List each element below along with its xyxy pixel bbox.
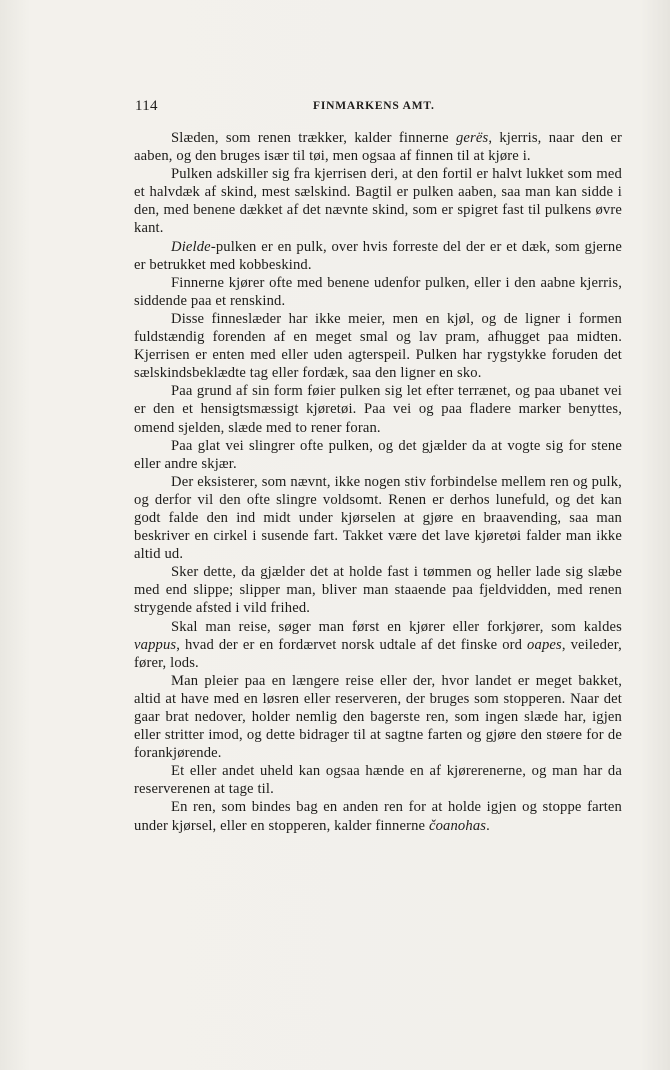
italic-term: čoanohas <box>428 817 487 834</box>
italic-term: vappus <box>134 636 177 653</box>
paragraph <box>134 473 622 563</box>
text-run: . <box>486 817 490 834</box>
running-title: FINMARKENS AMT. <box>313 100 435 112</box>
text-run: , veileder, fører, lods. <box>134 636 622 671</box>
text-run: Paa glat vei slingrer ofte pulken, og det gjælder da at vogte sig for stene eller andre skjær. <box>134 437 622 472</box>
running-head <box>135 98 623 118</box>
text-run: Der eksisterer, som nævnt, ikke nogen stiv forbindelse mellem ren og pulk, og derfor vil den ofte slingre voldsomt. Renen er derhos lunefuld, og det kan godt falde den ind midt under kjørselen at gjøre en braavending, saa man beskriver en cirkel i susende fart. Takket være det lave kjøretøi falder man ikke altid ud. <box>134 473 622 563</box>
text-run: Slæden, som renen trækker, kalder finnerne <box>171 130 456 146</box>
paragraph <box>134 563 622 617</box>
italic-term: gerës <box>455 130 489 146</box>
paragraph <box>134 382 622 436</box>
body-text <box>134 129 622 835</box>
text-run: Finnerne kjører ofte med benene udenfor pulken, eller i den aabne kjerris, siddende paa et renskind. <box>134 274 622 309</box>
text-run: Skal man reise, søger man først en kjører eller forkjører, som kaldes <box>171 618 622 635</box>
text-run: -pulken er en pulk, over hvis forreste del der er et dæk, som gjerne er betrukket med kobbeskind. <box>134 238 622 273</box>
paragraph <box>134 238 622 274</box>
paragraph <box>134 618 622 672</box>
text-run: Sker dette, da gjælder det at holde fast i tømmen og heller lade sig slæbe med end slippe; slipper man, bliver man staaende paa fjeldvidden, med renen strygende afsted i vild frihed. <box>134 564 622 617</box>
text-run: , hvad der er en fordærvet norsk udtale af det finske ord <box>176 636 528 653</box>
paragraph <box>134 274 622 310</box>
paragraph <box>134 437 622 473</box>
text-run: Disse finneslæder har ikke meier, men en kjøl, og de ligner i formen fuldstændig forenden af en meget smal og lav pram, afhugget paa midten. Kjerrisen er enten med eller uden agterspeil. Pulken har rygstykke foruden det sælskindsbeklædte tag eller fordæk, saa den ligner en sko. <box>134 310 622 382</box>
paragraph <box>134 798 622 834</box>
italic-term: oapes <box>527 636 562 653</box>
paragraph <box>134 310 622 382</box>
text-run: , kjerris, naar den er aaben, og den bruges især til tøi, men ogsaa af finnen til at kjøre i. <box>134 130 622 165</box>
page-number: 114 <box>135 98 158 114</box>
paragraph <box>134 129 622 165</box>
text-run: Man pleier paa en længere reise eller der, hvor landet er meget bakket, altid at have med en løsren eller reserveren, der bruges som stopperen. Naar det gaar brat nedover, holder nemlig den bagerste ren, som ingen slæde har, igjen eller stritter imod, og dette bidrager til at sagtne farten og gjøre den støere for de forankjørende. <box>134 672 622 762</box>
paragraph <box>134 762 622 798</box>
text-run: Et eller andet uheld kan ogsaa hænde en af kjørerenerne, og man har da reserverenen at tage til. <box>134 763 622 798</box>
paragraph <box>134 165 622 237</box>
italic-term: Dielde <box>171 238 211 255</box>
text-run: Pulken adskiller sig fra kjerrisen deri, at den fortil er halvt lukket som med et halvdæk af skind, mest sælskind. Bagtil er pulken aaben, saa man kan sidde i den, med benene dækket af det nævnte skind, som er spigret fast til pulkens øvre kant. <box>134 166 622 237</box>
paragraph <box>134 672 622 762</box>
text-run: Paa grund af sin form føier pulken sig let efter terrænet, og paa ubanet vei er den et hensigtsmæssigt kjøretøi. Paa vei og paa fladere marker benyttes, omend sjelden, slæde med to rener foran. <box>134 383 622 436</box>
text-run: En ren, som bindes bag en anden ren for at holde igjen og stoppe farten under kjørsel, eller en stopperen, kalder finnerne <box>134 799 622 834</box>
